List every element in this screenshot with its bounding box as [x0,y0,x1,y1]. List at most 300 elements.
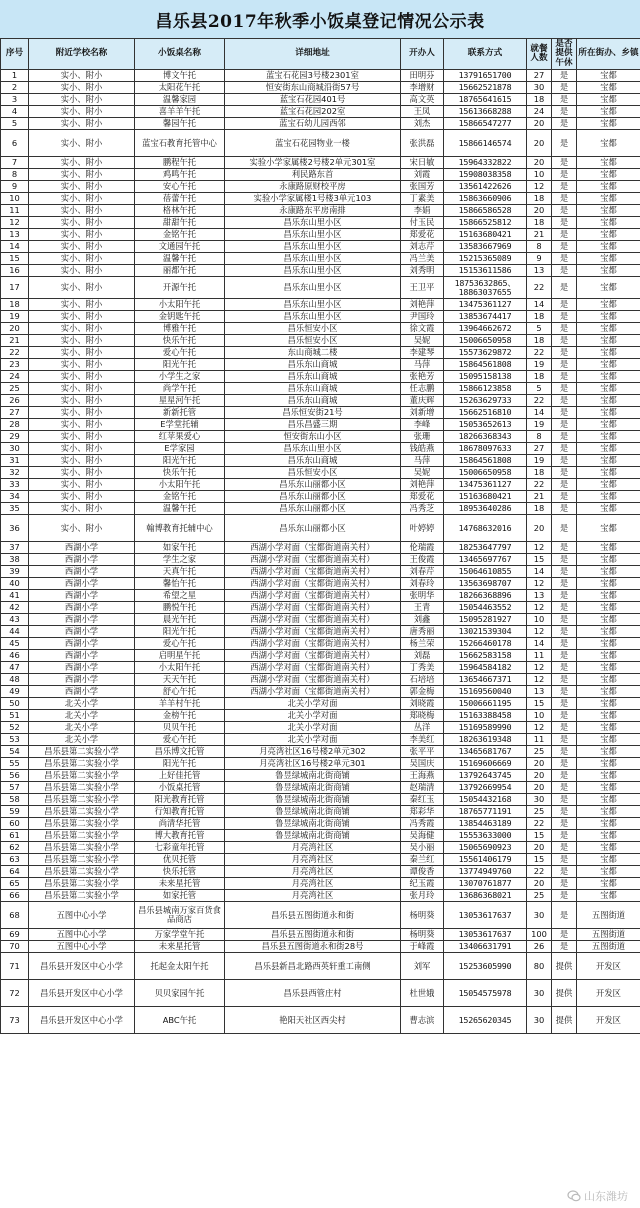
cell-no: 68 [1,902,29,929]
cell-phone: 13021539304 [444,626,527,638]
cell-diners: 12 [527,626,552,638]
cell-district: 宝都 [577,662,640,674]
cell-canteen-name: 丽都午托 [135,265,225,277]
cell-district: 宝都 [577,106,640,118]
cell-diners: 22 [527,818,552,830]
cell-canteen-name: 尚学午托 [135,383,225,395]
cell-canteen-name: 鹏悦午托 [135,602,225,614]
cell-diners: 14 [527,407,552,419]
cell-district: 五图街道 [577,941,640,953]
cell-address: 蓝宝石花园401号 [225,94,401,106]
cell-address: 昌乐东山里小区 [225,217,401,229]
cell-address: 西湖小学对面（宝都街道南关村） [225,638,401,650]
cell-nap: 是 [552,758,577,770]
cell-no: 59 [1,806,29,818]
cell-diners: 25 [527,746,552,758]
cell-school: 实小、附小 [29,467,135,479]
cell-no: 5 [1,118,29,130]
cell-diners: 18 [527,217,552,229]
cell-canteen-name: 优贝托管 [135,854,225,866]
cell-nap: 是 [552,491,577,503]
cell-canteen-name: 未来星托管 [135,941,225,953]
cell-address: 昌乐东山里小区 [225,253,401,265]
cell-operator: 刘霞 [401,169,444,181]
cell-canteen-name: 如家午托 [135,542,225,554]
table-row [1,371,640,383]
cell-phone: 15662516810 [444,407,527,419]
registration-table [0,38,640,1034]
cell-nap: 是 [552,455,577,467]
cell-no: 65 [1,878,29,890]
cell-phone: 15866146574 [444,130,527,157]
cell-phone: 15095281927 [444,614,527,626]
cell-address: 月亮湾社区 [225,866,401,878]
cell-nap: 是 [552,323,577,335]
cell-operator: 刘春芹 [401,566,444,578]
cell-address: 西湖小学对面（宝都街道南关村） [225,578,401,590]
cell-no: 11 [1,205,29,217]
cell-diners: 19 [527,419,552,431]
cell-district: 宝都 [577,698,640,710]
cell-canteen-name: 博雅午托 [135,323,225,335]
cell-no: 61 [1,830,29,842]
cell-nap: 是 [552,626,577,638]
cell-phone: 13465681767 [444,746,527,758]
cell-phone: 13854463189 [444,818,527,830]
cell-operator: 谭俊香 [401,866,444,878]
cell-address: 昌乐东山里小区 [225,299,401,311]
cell-address: 昌乐东山里小区 [225,241,401,253]
table-row [1,542,640,554]
cell-no: 53 [1,734,29,746]
cell-operator: 刘磊 [401,650,444,662]
cell-nap: 是 [552,782,577,794]
cell-school: 实小、附小 [29,169,135,181]
cell-operator: 冯秀芝 [401,503,444,515]
cell-nap: 是 [552,878,577,890]
cell-canteen-name: 未来星托管 [135,878,225,890]
cell-operator: 伦瑞霞 [401,542,444,554]
cell-nap: 是 [552,217,577,229]
cell-nap: 提供 [552,980,577,1007]
cell-phone: 15908038358 [444,169,527,181]
cell-canteen-name: 文通园午托 [135,241,225,253]
cell-school: 昌乐县第二实验小学 [29,782,135,794]
cell-nap: 是 [552,467,577,479]
cell-nap: 是 [552,614,577,626]
cell-school: 实小、附小 [29,118,135,130]
cell-address: 西湖小学对面（宝都街道南关村） [225,662,401,674]
cell-operator: 高文英 [401,94,444,106]
cell-address: 利民路东首 [225,169,401,181]
table-row [1,503,640,515]
cell-canteen-name: 羊羊村午托 [135,698,225,710]
cell-address: 实验小学家属楼2号楼2单元301室 [225,157,401,169]
cell-school: 昌乐县开发区中心小学 [29,980,135,1007]
cell-diners: 8 [527,431,552,443]
cell-operator: 刘军 [401,953,444,980]
cell-district: 开发区 [577,1007,640,1034]
cell-no: 30 [1,443,29,455]
cell-phone: 15613668288 [444,106,527,118]
cell-district: 宝都 [577,181,640,193]
cell-canteen-name: 行知教育托管 [135,806,225,818]
cell-address: 鲁昱绿城南北街商铺 [225,830,401,842]
cell-diners: 12 [527,542,552,554]
cell-nap: 是 [552,746,577,758]
cell-phone: 15163680421 [444,491,527,503]
cell-address: 月亮湾社区 [225,854,401,866]
cell-district: 宝都 [577,602,640,614]
cell-district: 宝都 [577,407,640,419]
cell-canteen-name: 星星河午托 [135,395,225,407]
cell-canteen-name: 学生之家 [135,554,225,566]
cell-district: 宝都 [577,503,640,515]
cell-district: 宝都 [577,578,640,590]
cell-phone: 15153611586 [444,265,527,277]
cell-nap: 是 [552,299,577,311]
table-row [1,335,640,347]
cell-address: 北关小学对面 [225,710,401,722]
cell-canteen-name: 托起金太阳午托 [135,953,225,980]
table-row [1,638,640,650]
cell-canteen-name: 温馨午托 [135,503,225,515]
table-row [1,578,640,590]
cell-phone: 15163680421 [444,229,527,241]
cell-operator: 张国芳 [401,181,444,193]
cell-school: 实小、附小 [29,395,135,407]
cell-district: 宝都 [577,371,640,383]
cell-nap: 是 [552,698,577,710]
cell-school: 实小、附小 [29,181,135,193]
cell-address: 鲁昱绿城南北街商铺 [225,806,401,818]
cell-no: 43 [1,614,29,626]
cell-no: 35 [1,503,29,515]
cell-school: 昌乐县第二实验小学 [29,770,135,782]
cell-school: 实小、附小 [29,82,135,94]
header-col-nap: 是否提供午休 [552,39,577,70]
cell-address: 鲁昱绿城南北街商铺 [225,818,401,830]
cell-no: 15 [1,253,29,265]
cell-diners: 18 [527,503,552,515]
table-row [1,395,640,407]
cell-operator: 张珊 [401,431,444,443]
cell-diners: 22 [527,347,552,359]
cell-diners: 21 [527,491,552,503]
table-row [1,94,640,106]
header-col-operator: 开办人 [401,39,444,70]
cell-operator: 郑彩华 [401,806,444,818]
cell-no: 60 [1,818,29,830]
cell-no: 16 [1,265,29,277]
cell-operator: 丁秀美 [401,662,444,674]
cell-operator: 任志鹏 [401,383,444,395]
cell-operator: 刘艳萍 [401,299,444,311]
cell-address: 昌乐县新昌北路西英轩重工南侧 [225,953,401,980]
cell-address: 昌乐东山里小区 [225,311,401,323]
cell-address: 蓝宝石幼儿园西邻 [225,118,401,130]
cell-address: 昌乐东山丽都小区 [225,491,401,503]
cell-phone: 15864561808 [444,359,527,371]
table-row [1,407,640,419]
table-row [1,854,640,866]
table-row [1,419,640,431]
cell-operator: 秦红玉 [401,794,444,806]
cell-nap: 是 [552,662,577,674]
cell-operator: 王海燕 [401,770,444,782]
cell-address: 西湖小学对面（宝都街道南关村） [225,590,401,602]
cell-phone: 13853674417 [444,311,527,323]
cell-diners: 27 [527,443,552,455]
cell-school: 西湖小学 [29,602,135,614]
cell-canteen-name: 甜甜午托 [135,217,225,229]
cell-address: 西湖小学对面（宝都街道南关村） [225,614,401,626]
cell-no: 4 [1,106,29,118]
cell-school: 昌乐县第二实验小学 [29,758,135,770]
cell-operator: 郑爱花 [401,491,444,503]
cell-phone: 18266368343 [444,431,527,443]
cell-district: 宝都 [577,359,640,371]
cell-operator: 董庆辉 [401,395,444,407]
cell-no: 32 [1,467,29,479]
cell-phone: 13964662672 [444,323,527,335]
cell-canteen-name: 希望之星 [135,590,225,602]
cell-district: 宝都 [577,347,640,359]
cell-canteen-name: 如家托管 [135,890,225,902]
cell-diners: 12 [527,181,552,193]
cell-school: 昌乐县第二实验小学 [29,746,135,758]
cell-nap: 是 [552,770,577,782]
cell-district: 宝都 [577,794,640,806]
cell-phone: 13774949760 [444,866,527,878]
cell-canteen-name: 阳光午托 [135,359,225,371]
cell-district: 宝都 [577,542,640,554]
cell-address: 昌乐东山里小区 [225,265,401,277]
cell-operator: 杨明葵 [401,929,444,941]
cell-address: 恒安街东山小区 [225,431,401,443]
cell-no: 47 [1,662,29,674]
cell-canteen-name: 贝贝午托 [135,722,225,734]
cell-nap: 是 [552,70,577,82]
cell-diners: 20 [527,878,552,890]
cell-canteen-name: 金铭午托 [135,229,225,241]
cell-school: 实小、附小 [29,515,135,542]
cell-no: 22 [1,347,29,359]
table-header [1,39,640,70]
cell-district: 宝都 [577,818,640,830]
cell-operator: 张艳芳 [401,371,444,383]
cell-canteen-name: 昌乐县城南万家百货食品商店 [135,902,225,929]
cell-school: 西湖小学 [29,686,135,698]
cell-operator: 刘秀明 [401,265,444,277]
cell-canteen-name: 温馨家园 [135,94,225,106]
cell-canteen-name: 金榜午托 [135,710,225,722]
cell-operator: 吴国庆 [401,758,444,770]
cell-school: 实小、附小 [29,311,135,323]
cell-address: 鲁昱绿城南北街商铺 [225,794,401,806]
cell-phone: 15866547277 [444,118,527,130]
table-row [1,130,640,157]
cell-district: 宝都 [577,830,640,842]
cell-nap: 是 [552,941,577,953]
cell-nap: 是 [552,650,577,662]
cell-no: 42 [1,602,29,614]
cell-no: 55 [1,758,29,770]
table-row [1,491,640,503]
cell-school: 西湖小学 [29,674,135,686]
cell-nap: 是 [552,554,577,566]
table-row [1,806,640,818]
cell-diners: 15 [527,554,552,566]
table-row [1,746,640,758]
cell-operator: 于峰霞 [401,941,444,953]
cell-operator: 刘鑫 [401,614,444,626]
cell-no: 6 [1,130,29,157]
table-row [1,181,640,193]
cell-canteen-name: ABC午托 [135,1007,225,1034]
cell-nap: 是 [552,106,577,118]
table-row [1,455,640,467]
cell-diners: 10 [527,169,552,181]
cell-school: 西湖小学 [29,614,135,626]
table-row [1,758,640,770]
cell-district: 宝都 [577,650,640,662]
cell-canteen-name: 金铭午托 [135,491,225,503]
table-row [1,118,640,130]
cell-operator: 李峰 [401,419,444,431]
cell-school: 西湖小学 [29,542,135,554]
cell-district: 宝都 [577,217,640,229]
cell-canteen-name: 红苹果爱心 [135,431,225,443]
cell-district: 宝都 [577,626,640,638]
cell-diners: 30 [527,1007,552,1034]
cell-phone: 13475361127 [444,479,527,491]
cell-address: 昌乐昌盛三期 [225,419,401,431]
cell-canteen-name: 小太阳午托 [135,479,225,491]
cell-canteen-name: E学家园 [135,443,225,455]
cell-phone: 18953640286 [444,503,527,515]
cell-phone: 15864561808 [444,455,527,467]
cell-no: 27 [1,407,29,419]
cell-operator: 王俊霞 [401,554,444,566]
cell-no: 21 [1,335,29,347]
cell-diners: 12 [527,662,552,674]
cell-nap: 是 [552,229,577,241]
cell-nap: 是 [552,929,577,941]
cell-phone: 15263629733 [444,395,527,407]
cell-operator: 刘新增 [401,407,444,419]
cell-diners: 30 [527,980,552,1007]
header-col-no: 序号 [1,39,29,70]
cell-school: 昌乐县第二实验小学 [29,830,135,842]
cell-school: 五图中心小学 [29,941,135,953]
table-row [1,941,640,953]
cell-diners: 12 [527,674,552,686]
cell-operator: 李美红 [401,734,444,746]
table-row [1,443,640,455]
cell-diners: 20 [527,205,552,217]
cell-address: 昌乐东山商城 [225,359,401,371]
cell-school: 实小、附小 [29,347,135,359]
cell-canteen-name: 博文午托 [135,70,225,82]
cell-no: 13 [1,229,29,241]
cell-district: 宝都 [577,638,640,650]
cell-district: 宝都 [577,710,640,722]
cell-nap: 是 [552,674,577,686]
cell-district: 宝都 [577,878,640,890]
cell-canteen-name: 阳光午托 [135,455,225,467]
cell-phone: 15964584182 [444,662,527,674]
cell-school: 实小、附小 [29,70,135,82]
cell-canteen-name: 昌乐博文托管 [135,746,225,758]
cell-address: 昌乐恒安小区 [225,323,401,335]
table-row [1,1007,640,1034]
cell-no: 58 [1,794,29,806]
cell-canteen-name: 翰博教育托辅中心 [135,515,225,542]
cell-school: 实小、附小 [29,299,135,311]
table-row [1,467,640,479]
cell-no: 52 [1,722,29,734]
wechat-icon [567,1189,581,1203]
cell-phone: 15265620345 [444,1007,527,1034]
cell-operator: 冯兰美 [401,253,444,265]
cell-operator: 刘春玲 [401,578,444,590]
cell-canteen-name: 馨园午托 [135,118,225,130]
cell-no: 12 [1,217,29,229]
cell-nap: 是 [552,431,577,443]
cell-address: 艳阳天社区西尖村 [225,1007,401,1034]
cell-diners: 19 [527,455,552,467]
cell-nap: 是 [552,842,577,854]
cell-operator: 石培培 [401,674,444,686]
table-row [1,253,640,265]
cell-canteen-name: 蓝宝石教育托管中心 [135,130,225,157]
cell-no: 70 [1,941,29,953]
cell-school: 西湖小学 [29,590,135,602]
cell-address: 昌乐东山商城 [225,371,401,383]
cell-school: 实小、附小 [29,335,135,347]
cell-canteen-name: 爱心午托 [135,347,225,359]
cell-school: 昌乐县第二实验小学 [29,842,135,854]
cell-school: 西湖小学 [29,566,135,578]
cell-diners: 18 [527,311,552,323]
cell-phone: 15553633000 [444,830,527,842]
table-row [1,722,640,734]
table-row [1,782,640,794]
cell-school: 实小、附小 [29,383,135,395]
table-row [1,980,640,1007]
cell-diners: 5 [527,383,552,395]
cell-nap: 是 [552,335,577,347]
cell-phone: 15006650958 [444,467,527,479]
cell-diners: 30 [527,902,552,929]
cell-no: 36 [1,515,29,542]
cell-phone: 13053617637 [444,929,527,941]
cell-phone: 15163388458 [444,710,527,722]
cell-district: 宝都 [577,890,640,902]
cell-diners: 20 [527,782,552,794]
cell-phone: 15866525812 [444,217,527,229]
cell-district: 宝都 [577,82,640,94]
cell-canteen-name: 舒心午托 [135,686,225,698]
cell-school: 实小、附小 [29,407,135,419]
cell-operator: 马萍 [401,455,444,467]
cell-operator: 张洪磊 [401,130,444,157]
table-body [1,70,640,1034]
cell-canteen-name: 快乐托管 [135,866,225,878]
cell-no: 9 [1,181,29,193]
table-row [1,626,640,638]
